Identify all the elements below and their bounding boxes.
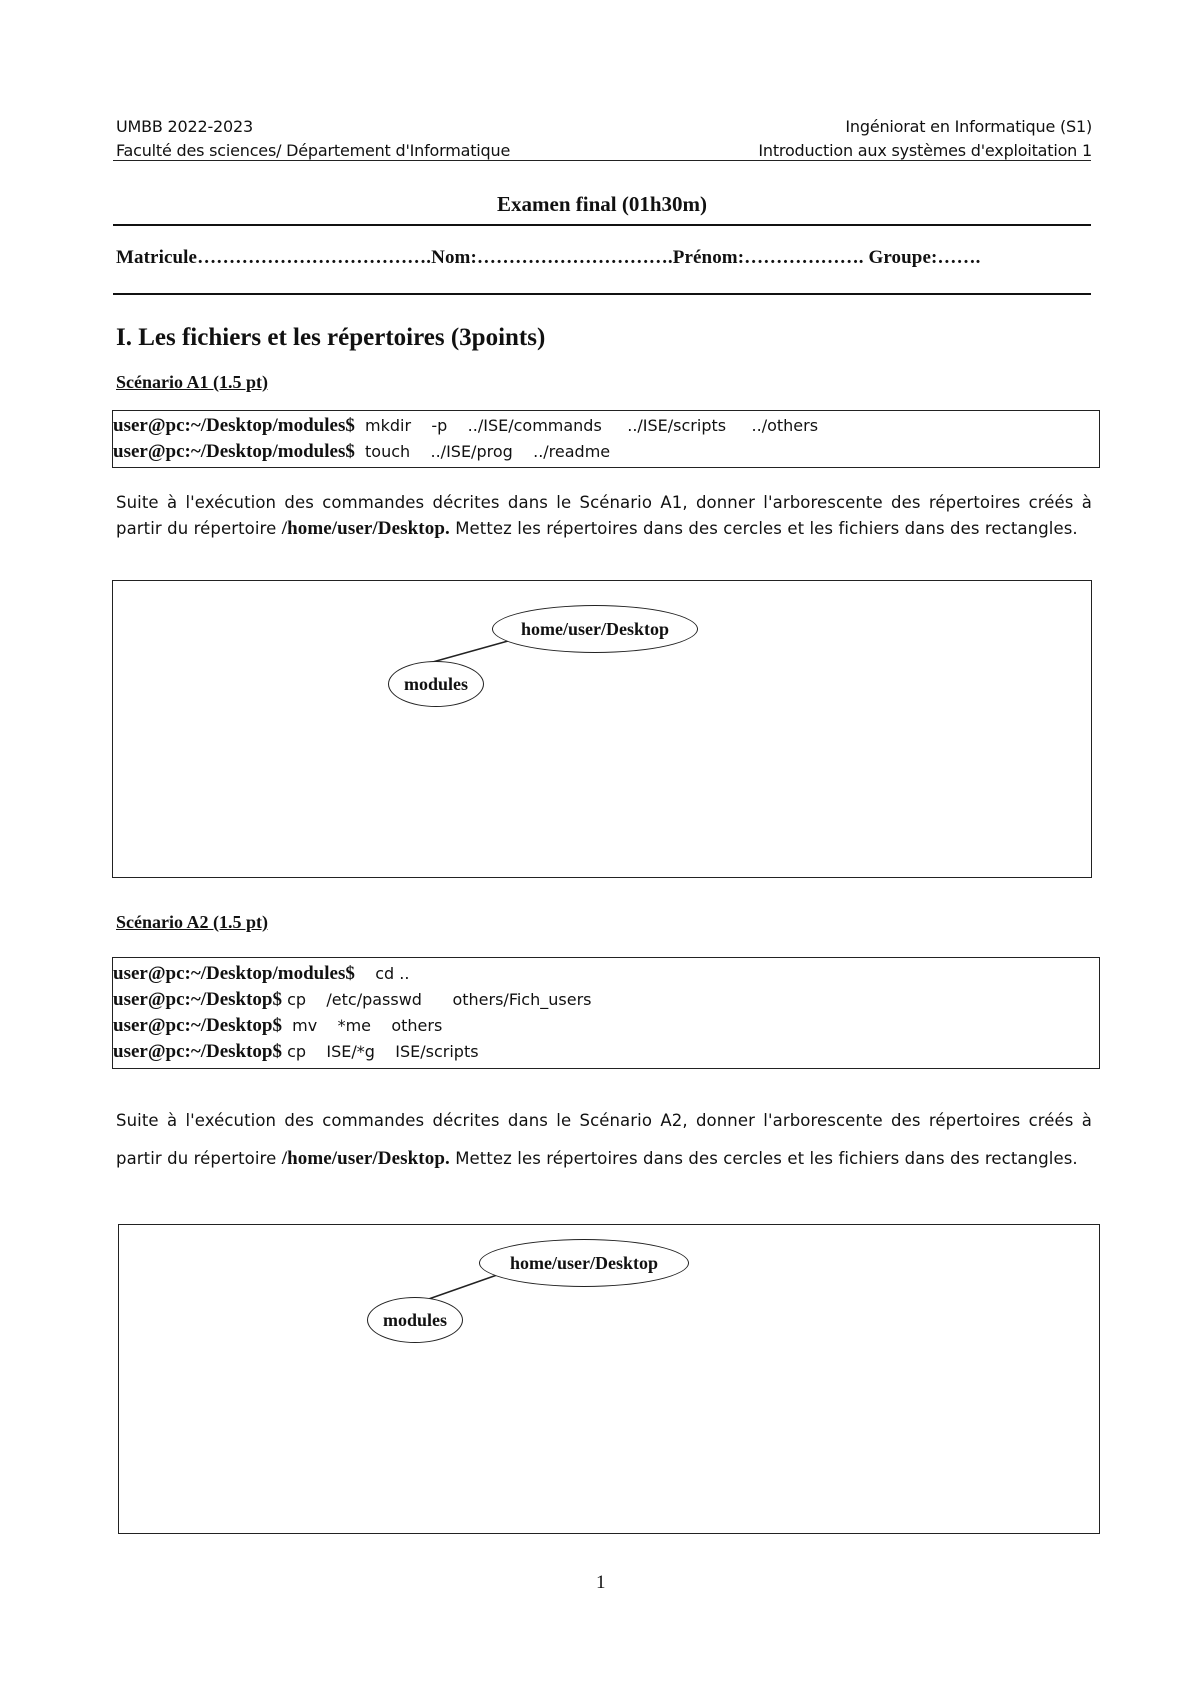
scenario-a1-label: Scénario A1 (1.5 pt) — [116, 372, 268, 392]
scenario-a1-answer-box[interactable] — [112, 580, 1092, 878]
header-left-line1: UMBB 2022-2023 — [116, 117, 253, 136]
instruction-text: Suite à l'exécution des commandes décrites dans le Scénario A1, donner l'arborescente des répertoires créés à partir du répertoire — [116, 493, 1092, 538]
scenario-a2-command-box — [112, 957, 1100, 1069]
instruction-text-end: Mettez les répertoires dans des cercles et les fichiers dans des rectangles. — [449, 1149, 1078, 1168]
command-text: mkdir -p ../ISE/commands ../ISE/scripts ../others — [354, 416, 819, 435]
command-text: cd .. — [354, 964, 410, 983]
tree-node-modules: modules — [388, 661, 484, 707]
scenario-a2-answer-box[interactable] — [118, 1224, 1100, 1534]
header-right-line1: Ingéniorat en Informatique (S1) — [845, 117, 1092, 136]
page-number: 1 — [596, 1572, 606, 1593]
shell-prompt: user@pc:~/Desktop/modules$ — [113, 963, 355, 984]
command-line — [113, 961, 409, 987]
scenario-a1-command-box — [112, 410, 1100, 468]
command-line — [113, 987, 591, 1013]
scenario-a2-label: Scénario A2 (1.5 pt) — [116, 912, 268, 932]
scenario-a2-instruction — [116, 1102, 1092, 1178]
command-text: cp /etc/passwd others/Fich_users — [282, 990, 592, 1009]
scenario-a1-instruction — [116, 490, 1092, 542]
tree-node-modules: modules — [367, 1297, 463, 1343]
instruction-path: /home/user/Desktop. — [281, 1148, 450, 1169]
header-rule — [113, 160, 1091, 161]
header-right-line2: Introduction aux systèmes d'exploitation 1 — [758, 141, 1092, 160]
shell-prompt: user@pc:~/Desktop/modules$ — [113, 415, 355, 436]
command-text: mv *me others — [282, 1016, 443, 1035]
shell-prompt: user@pc:~/Desktop$ — [113, 1015, 282, 1036]
tree-edge — [423, 1275, 497, 1301]
command-text: cp ISE/*g ISE/scripts — [282, 1042, 479, 1061]
command-line — [113, 413, 818, 439]
shell-prompt: user@pc:~/Desktop$ — [113, 989, 282, 1010]
instruction-text-end: Mettez les répertoires dans des cercles et les fichiers dans des rectangles. — [449, 519, 1078, 538]
shell-prompt: user@pc:~/Desktop$ — [113, 1041, 282, 1062]
command-text: touch ../ISE/prog ../readme — [354, 442, 611, 461]
tree-node-root: home/user/Desktop — [492, 605, 698, 653]
shell-prompt: user@pc:~/Desktop/modules$ — [113, 441, 355, 462]
section-title: I. Les fichiers et les répertoires (3points) — [116, 324, 546, 351]
exam-title: Examen final (01h30m) — [497, 192, 707, 216]
title-rule — [113, 224, 1091, 226]
command-line — [113, 1013, 442, 1039]
id-rule — [113, 293, 1091, 295]
command-line — [113, 439, 610, 465]
instruction-text: Suite à l'exécution des commandes décrites dans le Scénario A2, donner l'arborescente des répertoires créés à partir du répertoire — [116, 1111, 1092, 1168]
tree-node-root: home/user/Desktop — [479, 1239, 689, 1287]
header-left-line2: Faculté des sciences/ Département d'Informatique — [116, 141, 511, 160]
instruction-path: /home/user/Desktop. — [281, 518, 450, 539]
student-id-line: Matricule……………………………….Nom:………………………….Prénom:………………. Groupe:……. — [116, 247, 981, 268]
command-line — [113, 1039, 479, 1065]
